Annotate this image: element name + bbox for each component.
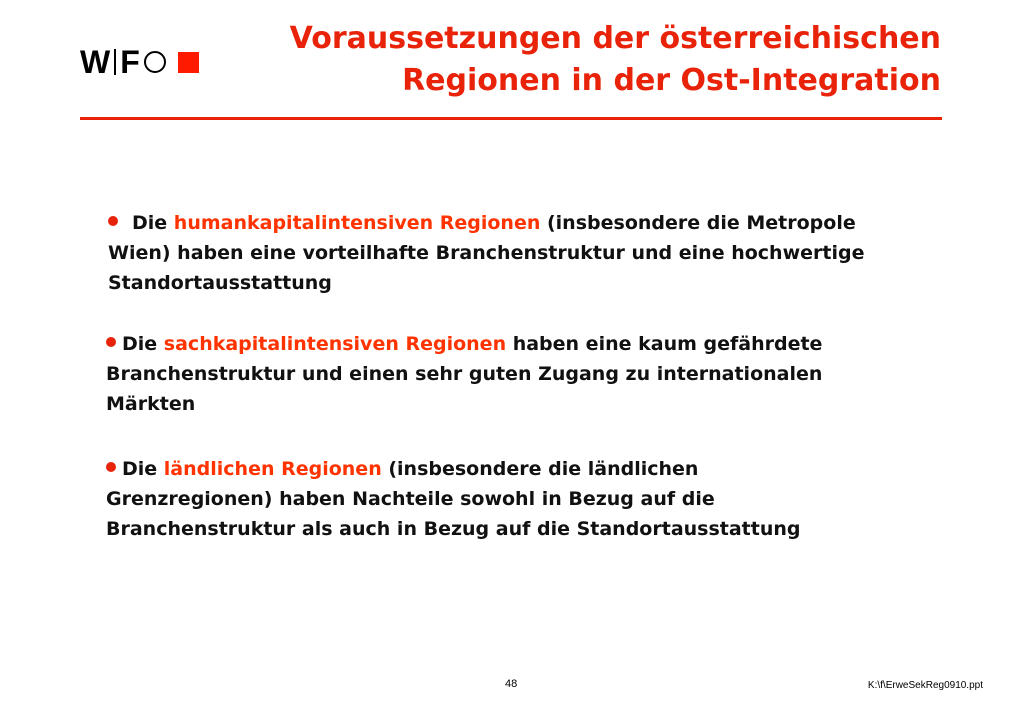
red-square-icon [178, 52, 199, 73]
bullet-item [108, 208, 868, 298]
bullet-dot-icon [106, 462, 116, 472]
page-number: 48 [505, 678, 518, 690]
bullet-prefix: Die [132, 212, 174, 234]
logo-divider [114, 49, 116, 75]
bullet-highlight: humankapitalintensiven Regionen [173, 212, 541, 234]
bullet-text: (insbesondere die ländlichen Grenzregionen) haben Nachteile sowohl in Bezug auf die Branchenstruktur als auch in Bezug auf die Standortausstattung [106, 458, 801, 540]
logo-letter-f: F [120, 44, 140, 80]
wifo-logo [80, 44, 199, 80]
bullet-text: haben eine kaum gefährdete Branchenstruktur und einen sehr guten Zugang zu internationalen Märkten [106, 333, 823, 415]
bullet-prefix: Die [122, 333, 164, 355]
file-reference: K:\f\ErweSekReg0910.ppt [867, 680, 983, 691]
circle-icon [144, 51, 166, 73]
bullet-item [106, 454, 866, 544]
title-line-2: Regionen in der Ost-Integration [402, 63, 941, 98]
bullet-dot-icon [106, 337, 116, 347]
bullet-dot-icon [108, 216, 118, 226]
bullet-text: (insbesondere die Metropole Wien) haben eine vorteilhafte Branchenstruktur und eine hochwertige Standortausstattung [108, 212, 865, 294]
title-divider [80, 117, 942, 120]
logo-letter-w: W [80, 44, 111, 80]
bullet-highlight: ländlichen Regionen [163, 458, 382, 480]
bullet-highlight: sachkapitalintensiven Regionen [163, 333, 507, 355]
slide-title [241, 18, 941, 102]
bullet-item [106, 329, 866, 419]
bullet-prefix: Die [122, 458, 164, 480]
title-line-1: Voraussetzungen der österreichischen [289, 21, 941, 56]
